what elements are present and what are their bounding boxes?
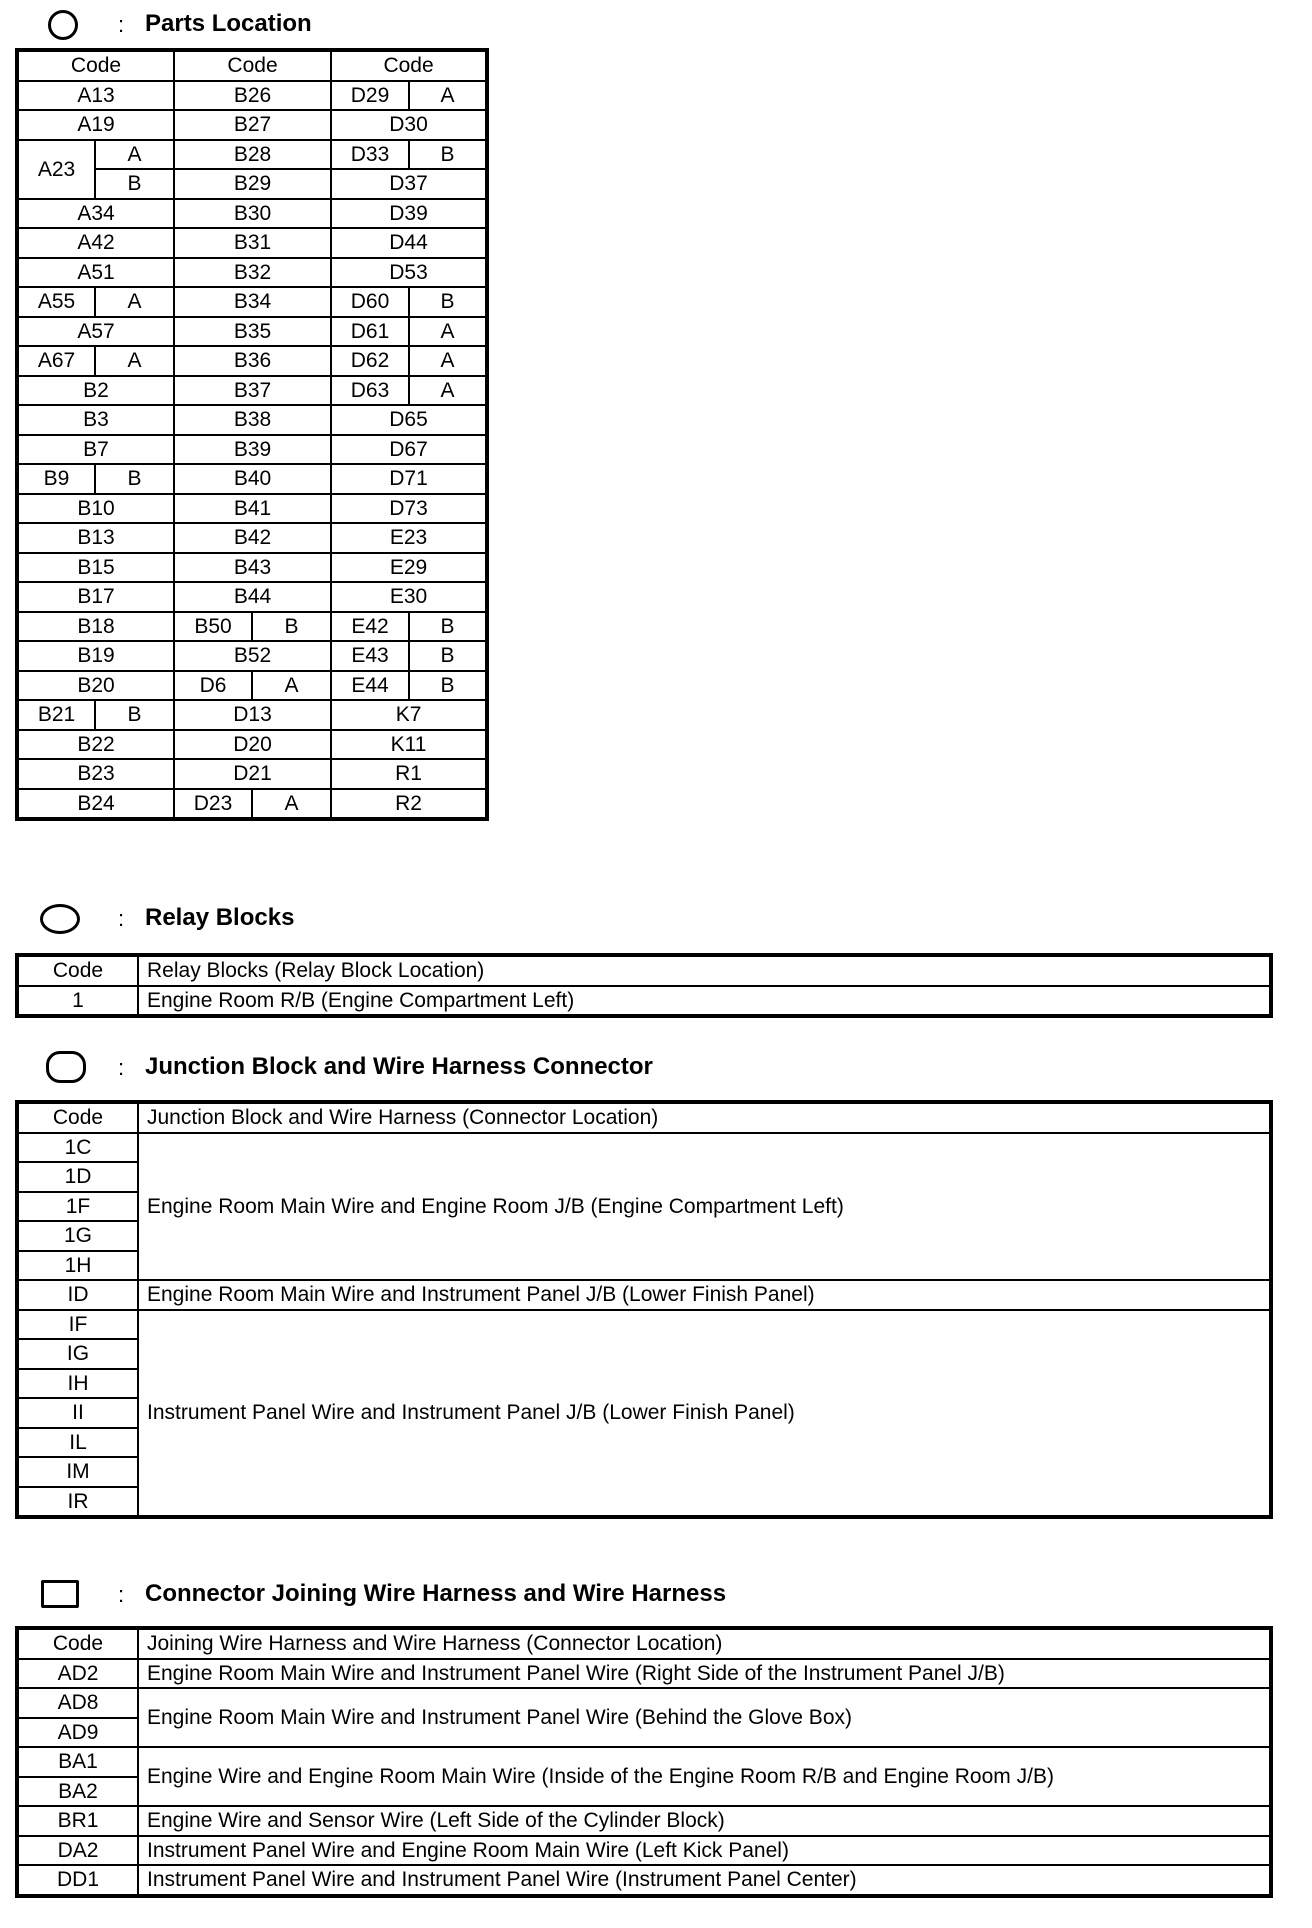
parts-code: B21 xyxy=(17,700,95,730)
relay-header-row xyxy=(17,955,1271,986)
junction-code: 1G xyxy=(17,1221,138,1251)
connector-header-code: Code xyxy=(17,1628,138,1659)
parts-connector-letter: A xyxy=(409,317,487,347)
table-row xyxy=(17,1688,1271,1718)
parts-code: B50 xyxy=(174,612,252,642)
table-row xyxy=(17,1310,1271,1340)
junction-block-rounded-rect-icon xyxy=(46,1051,86,1083)
parts-code: B41 xyxy=(174,494,331,524)
parts-header-code: Code xyxy=(174,50,331,81)
table-row xyxy=(17,1747,1271,1777)
table-row xyxy=(17,81,487,111)
connector-code: AD2 xyxy=(17,1659,138,1689)
table-row xyxy=(17,553,487,583)
connector-desc: Engine Room Main Wire and Instrument Panel Wire (Behind the Glove Box) xyxy=(138,1688,1271,1747)
parts-code: B7 xyxy=(17,435,174,465)
junction-code: IL xyxy=(17,1428,138,1458)
relay-desc: Engine Room R/B (Engine Compartment Left) xyxy=(138,986,1271,1017)
parts-code: D33 xyxy=(331,140,409,170)
connector-code: AD8 xyxy=(17,1688,138,1718)
parts-code: D6 xyxy=(174,671,252,701)
relay-blocks-colon: : xyxy=(118,906,125,931)
parts-code: D53 xyxy=(331,258,487,288)
parts-code: B40 xyxy=(174,464,331,494)
connector-header-row xyxy=(17,1628,1271,1659)
connector-title: Connector Joining Wire Harness and Wire Harness xyxy=(145,1580,727,1607)
parts-code: B15 xyxy=(17,553,174,583)
parts-code: B19 xyxy=(17,641,174,671)
parts-code: D62 xyxy=(331,346,409,376)
parts-code: E44 xyxy=(331,671,409,701)
connector-table xyxy=(15,1626,1273,1898)
parts-code: A51 xyxy=(17,258,174,288)
parts-connector-letter: B xyxy=(95,700,174,730)
table-row xyxy=(17,1865,1271,1896)
parts-code: B34 xyxy=(174,287,331,317)
parts-code: D63 xyxy=(331,376,409,406)
junction-code: ID xyxy=(17,1280,138,1310)
parts-connector-letter: A xyxy=(95,140,174,170)
parts-code: D60 xyxy=(331,287,409,317)
parts-connector-letter: A xyxy=(409,81,487,111)
parts-code: B2 xyxy=(17,376,174,406)
connector-desc: Instrument Panel Wire and Instrument Panel Wire (Instrument Panel Center) xyxy=(138,1865,1271,1896)
connector-code: BA2 xyxy=(17,1777,138,1807)
parts-connector-letter: B xyxy=(95,169,174,199)
parts-code: B32 xyxy=(174,258,331,288)
connector-rect-icon xyxy=(41,1580,79,1608)
parts-location-circle-icon xyxy=(48,10,78,40)
junction-code: IG xyxy=(17,1339,138,1369)
relay-blocks-oval-icon xyxy=(40,904,80,934)
parts-connector-letter: A xyxy=(409,346,487,376)
parts-code: D67 xyxy=(331,435,487,465)
junction-code: II xyxy=(17,1398,138,1428)
table-row xyxy=(17,582,487,612)
parts-connector-letter: A xyxy=(95,346,174,376)
table-row xyxy=(17,110,487,140)
junction-code: 1D xyxy=(17,1162,138,1192)
parts-connector-letter: A xyxy=(252,789,331,820)
table-row xyxy=(17,228,487,258)
parts-code: B20 xyxy=(17,671,174,701)
table-row xyxy=(17,730,487,760)
parts-code: B28 xyxy=(174,140,331,170)
parts-code: B10 xyxy=(17,494,174,524)
parts-code: D39 xyxy=(331,199,487,229)
parts-code: B9 xyxy=(17,464,95,494)
parts-code: D37 xyxy=(331,169,487,199)
junction-code: 1C xyxy=(17,1133,138,1163)
table-row xyxy=(17,700,487,730)
parts-header-code: Code xyxy=(17,50,174,81)
parts-code: B36 xyxy=(174,346,331,376)
parts-code: B26 xyxy=(174,81,331,111)
parts-location-colon: : xyxy=(118,12,125,37)
parts-code: D13 xyxy=(174,700,331,730)
parts-code: E43 xyxy=(331,641,409,671)
parts-code: B44 xyxy=(174,582,331,612)
table-row xyxy=(17,258,487,288)
table-row xyxy=(17,1806,1271,1836)
junction-desc: Engine Room Main Wire and Engine Room J/B (Engine Compartment Left) xyxy=(138,1133,1271,1281)
parts-code: E42 xyxy=(331,612,409,642)
parts-code: B43 xyxy=(174,553,331,583)
parts-code: E29 xyxy=(331,553,487,583)
parts-code: D44 xyxy=(331,228,487,258)
parts-code: B38 xyxy=(174,405,331,435)
parts-code: B17 xyxy=(17,582,174,612)
parts-code: B35 xyxy=(174,317,331,347)
table-row xyxy=(17,641,487,671)
junction-code: 1F xyxy=(17,1192,138,1222)
parts-code: D23 xyxy=(174,789,252,820)
relay-header-desc: Relay Blocks (Relay Block Location) xyxy=(138,955,1271,986)
parts-connector-letter: A xyxy=(95,287,174,317)
junction-header-desc: Junction Block and Wire Harness (Connector Location) xyxy=(138,1102,1271,1133)
parts-code: A42 xyxy=(17,228,174,258)
parts-code: B30 xyxy=(174,199,331,229)
connector-desc: Engine Room Main Wire and Instrument Panel Wire (Right Side of the Instrument Panel J/B) xyxy=(138,1659,1271,1689)
table-row xyxy=(17,435,487,465)
parts-connector-letter: B xyxy=(252,612,331,642)
parts-code: D73 xyxy=(331,494,487,524)
table-row xyxy=(17,986,1271,1017)
table-row xyxy=(17,346,487,376)
parts-header-row xyxy=(17,50,487,81)
junction-block-colon: : xyxy=(118,1055,125,1080)
parts-code: B42 xyxy=(174,523,331,553)
parts-connector-letter: A xyxy=(409,376,487,406)
connector-code: BR1 xyxy=(17,1806,138,1836)
junction-header-row xyxy=(17,1102,1271,1133)
parts-code: E30 xyxy=(331,582,487,612)
parts-connector-letter: B xyxy=(409,671,487,701)
connector-code: AD9 xyxy=(17,1718,138,1748)
parts-connector-letter: B xyxy=(95,464,174,494)
connector-desc: Engine Wire and Sensor Wire (Left Side of the Cylinder Block) xyxy=(138,1806,1271,1836)
parts-location-title: Parts Location xyxy=(145,10,312,37)
parts-code: B23 xyxy=(17,759,174,789)
parts-code: B31 xyxy=(174,228,331,258)
parts-code: K7 xyxy=(331,700,487,730)
parts-code: B52 xyxy=(174,641,331,671)
parts-code: B18 xyxy=(17,612,174,642)
parts-code: A34 xyxy=(17,199,174,229)
table-row xyxy=(17,376,487,406)
relay-blocks-table xyxy=(15,953,1273,1018)
table-row xyxy=(17,1836,1271,1866)
parts-code: A19 xyxy=(17,110,174,140)
table-row xyxy=(17,464,487,494)
junction-code: IH xyxy=(17,1369,138,1399)
parts-location-table xyxy=(15,48,489,821)
parts-code: D29 xyxy=(331,81,409,111)
parts-code: D61 xyxy=(331,317,409,347)
connector-desc: Instrument Panel Wire and Engine Room Main Wire (Left Kick Panel) xyxy=(138,1836,1271,1866)
parts-code: D65 xyxy=(331,405,487,435)
junction-block-table xyxy=(15,1100,1273,1519)
connector-code: DA2 xyxy=(17,1836,138,1866)
parts-code: B27 xyxy=(174,110,331,140)
parts-code: D20 xyxy=(174,730,331,760)
parts-code: B39 xyxy=(174,435,331,465)
junction-desc: Engine Room Main Wire and Instrument Panel J/B (Lower Finish Panel) xyxy=(138,1280,1271,1310)
connector-code: BA1 xyxy=(17,1747,138,1777)
parts-code: B37 xyxy=(174,376,331,406)
table-row xyxy=(17,405,487,435)
parts-code: D30 xyxy=(331,110,487,140)
table-row xyxy=(17,199,487,229)
parts-connector-letter: B xyxy=(409,612,487,642)
connector-code: DD1 xyxy=(17,1865,138,1896)
parts-code: A67 xyxy=(17,346,95,376)
relay-code: 1 xyxy=(17,986,138,1017)
junction-desc: Instrument Panel Wire and Instrument Panel J/B (Lower Finish Panel) xyxy=(138,1310,1271,1518)
table-row xyxy=(17,671,487,701)
parts-connector-letter: B xyxy=(409,641,487,671)
parts-code: R1 xyxy=(331,759,487,789)
parts-code: E23 xyxy=(331,523,487,553)
table-row xyxy=(17,140,487,170)
table-row xyxy=(17,1280,1271,1310)
junction-block-title: Junction Block and Wire Harness Connector xyxy=(145,1053,653,1080)
table-row xyxy=(17,494,487,524)
junction-header-code: Code xyxy=(17,1102,138,1133)
table-row xyxy=(17,1659,1271,1689)
table-row xyxy=(17,759,487,789)
junction-code: 1H xyxy=(17,1251,138,1281)
parts-code: B24 xyxy=(17,789,174,820)
junction-code: IF xyxy=(17,1310,138,1340)
parts-connector-letter: A xyxy=(252,671,331,701)
relay-blocks-title: Relay Blocks xyxy=(145,904,295,931)
parts-code: A23 xyxy=(17,140,95,199)
parts-code: R2 xyxy=(331,789,487,820)
parts-header-code: Code xyxy=(331,50,487,81)
parts-code: A13 xyxy=(17,81,174,111)
parts-code: A57 xyxy=(17,317,174,347)
table-row xyxy=(17,789,487,820)
parts-code: A55 xyxy=(17,287,95,317)
relay-header-code: Code xyxy=(17,955,138,986)
table-row xyxy=(17,317,487,347)
connector-header-desc: Joining Wire Harness and Wire Harness (Connector Location) xyxy=(138,1628,1271,1659)
parts-code: K11 xyxy=(331,730,487,760)
parts-code: B13 xyxy=(17,523,174,553)
connector-colon: : xyxy=(118,1582,125,1607)
parts-code: D71 xyxy=(331,464,487,494)
parts-connector-letter: B xyxy=(409,287,487,317)
junction-code: IR xyxy=(17,1487,138,1518)
table-row xyxy=(17,1133,1271,1163)
table-row xyxy=(17,612,487,642)
parts-connector-letter: B xyxy=(409,140,487,170)
parts-code: D21 xyxy=(174,759,331,789)
parts-code: B29 xyxy=(174,169,331,199)
table-row xyxy=(17,287,487,317)
connector-desc: Engine Wire and Engine Room Main Wire (Inside of the Engine Room R/B and Engine Room J/B) xyxy=(138,1747,1271,1806)
parts-code: B22 xyxy=(17,730,174,760)
table-row xyxy=(17,523,487,553)
junction-code: IM xyxy=(17,1457,138,1487)
parts-code: B3 xyxy=(17,405,174,435)
